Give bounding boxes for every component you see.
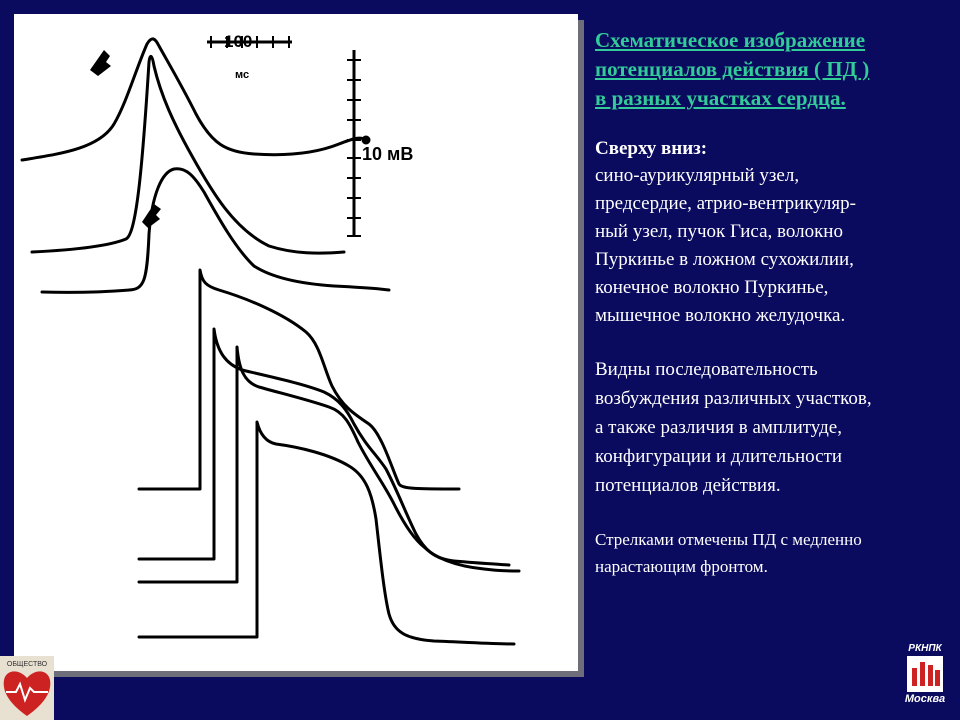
paragraph-line: конфигурации и длительности (595, 446, 843, 467)
paragraph-line: Стрелками отмечены ПД с медленно (595, 530, 862, 549)
trace-av-node (42, 169, 389, 293)
subtitle: Сверху вниз: (595, 138, 708, 159)
paragraph-arrows-note (595, 526, 955, 580)
description-line: предсердие, атрио-вентрикуляр- (595, 193, 856, 214)
paragraph-line: Видны последовательность (595, 359, 818, 380)
title-line: в разных участках сердца. (595, 86, 846, 110)
rknpk-logo (896, 640, 954, 718)
description-line: сино-аурикулярный узел, (595, 165, 800, 186)
heart-logo-icon (0, 656, 54, 720)
society-logo (0, 656, 54, 720)
paragraph-line: потенциалов действия. (595, 475, 781, 496)
paragraph-line: возбуждения различных участков, (595, 388, 872, 409)
org-name: РКНПК (908, 643, 942, 654)
paragraph-line: нарастающим фронтом. (595, 557, 768, 576)
trace-sinoatrial-node (22, 39, 366, 160)
voltage-scale-label: 10 мВ (362, 144, 414, 164)
time-unit-label: мс (235, 69, 250, 81)
action-potentials-diagram (14, 14, 578, 671)
time-scale-label: 100 (224, 32, 253, 51)
trace-ventricular-muscle (139, 422, 514, 644)
paragraph-line: а также различия в амплитуде, (595, 417, 842, 438)
trace-bundle-of-his (139, 270, 459, 489)
description-line: ный узел, пучок Гиса, волокно (595, 221, 843, 242)
arrow-icon-sa-node (90, 50, 111, 76)
slide-title (595, 26, 955, 113)
description-line: конечное волокно Пуркинье, (595, 277, 829, 298)
description-line: Пуркинье в ложном сухожилии, (595, 249, 854, 270)
description-line: мышечное волокно желудочка. (595, 305, 846, 326)
scale-bars (207, 36, 369, 236)
text-panel (595, 26, 955, 580)
paragraph-sequence (595, 355, 955, 500)
figure-panel (14, 14, 578, 671)
rknpk-mark-icon (907, 656, 943, 692)
title-line: потенциалов действия ( ПД ) (595, 57, 870, 81)
title-line: Схематическое изображение (595, 28, 866, 52)
city-name: Москва (904, 693, 946, 705)
description (595, 162, 955, 330)
logo-text: ОБЩЕСТВО (6, 661, 48, 668)
